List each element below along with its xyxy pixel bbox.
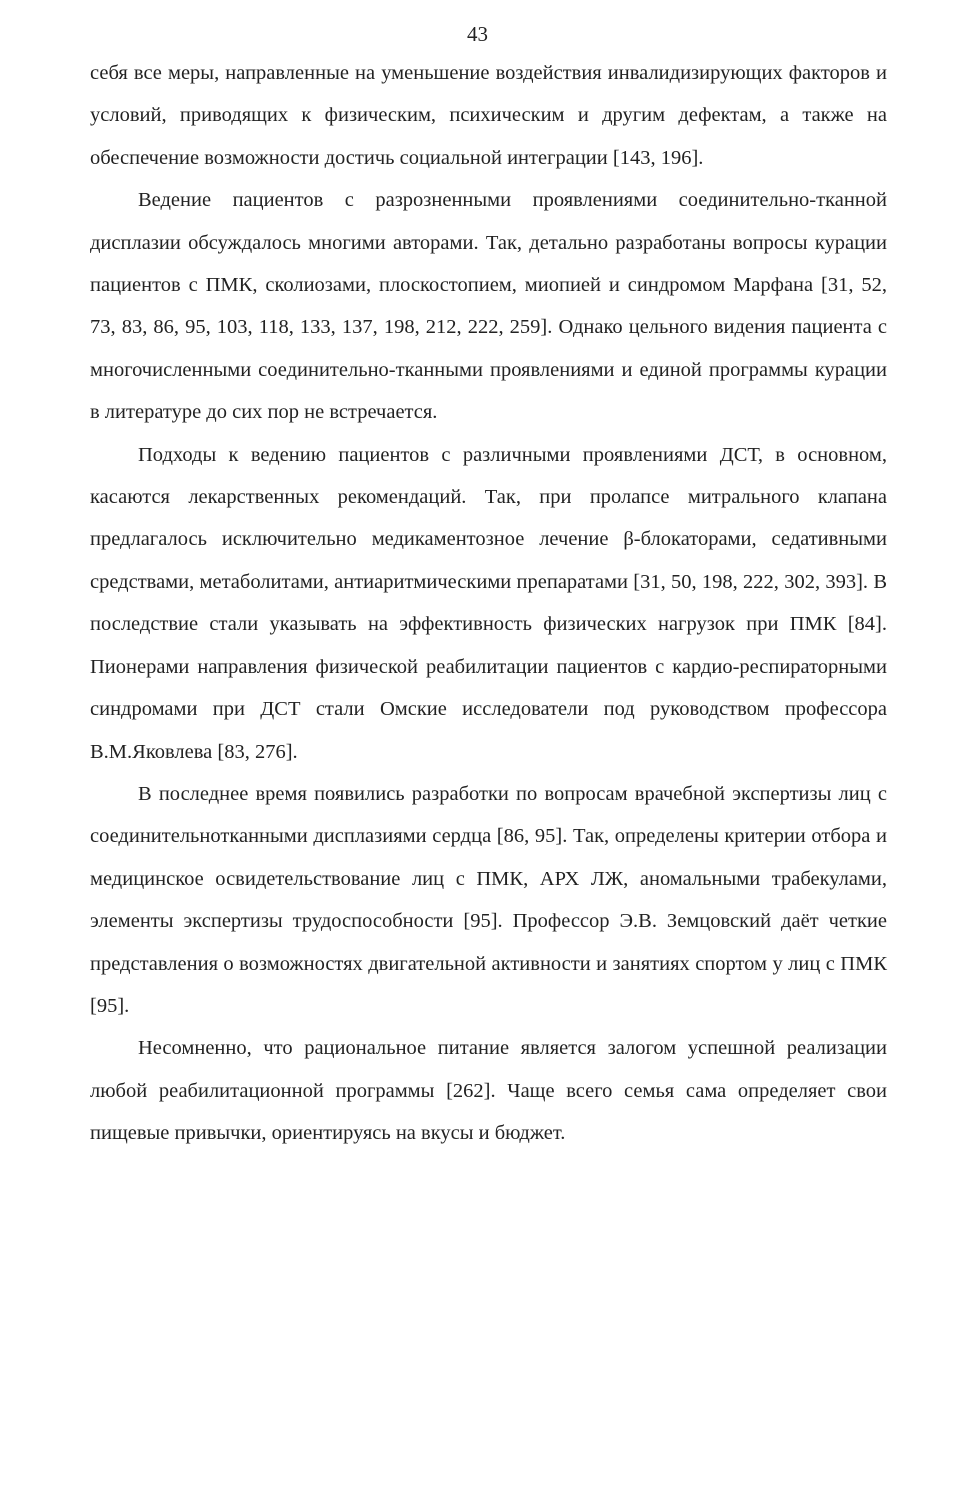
page-number: 43 — [467, 22, 488, 46]
body-text — [90, 52, 887, 1155]
paragraph-1: себя все меры, направленные на уменьшение воздействия инвалидизирующих факторов и условий, приводящих к физическим, психическим и другим дефектам, а также на обеспечение возможности достичь социальной интеграции [143, 196]. — [90, 62, 887, 169]
paragraph-3: Подходы к ведению пациентов с различными проявлениями ДСТ, в основном, касаются лекарственных рекомендаций. Так, при пролапсе митрального клапана предлагалось исключительно медикаментозное лечение β-блокаторами, седативными средствами, метаболитами, антиаритмическими препаратами [31, 50, 198, 222, 302, 393]. В последствие стали указывать на эффективность физических нагрузок при ПМК [84]. Пионерами направления физической реабилитации пациентов с кардио-респираторными синдромами при ДСТ стали Омские исследователи под руководством профессора В.М.Яковлева [83, 276]. — [90, 443, 887, 763]
paragraph-2: Ведение пациентов с разрозненными проявлениями соединительно-тканной дисплазии обсуждалось многими авторами. Так, детально разработаны вопросы курации пациентов с ПМК, сколиозами, плоскостопием, миопией и синдромом Марфана [31, 52, 73, 83, 86, 95, 103, 118, 133, 137, 198, 212, 222, 259]. Однако цельного видения пациента с многочисленными соединительно-тканными проявлениями и единой программы курации в литературе до сих пор не встречается. — [90, 189, 887, 424]
paragraph-4: В последнее время появились разработки по вопросам врачебной экспертизы лиц с соединительнотканными дисплазиями сердца [86, 95]. Так, определены критерии отбора и медицинское освидетельствование лиц с ПМК, АРХ ЛЖ, аномальными трабекулами, элементы экспертизы трудоспособности [95]. Профессор Э.В. Земцовский даёт четкие представления о возможностях двигательной активности и занятиях спортом у лиц с ПМК [95]. — [90, 782, 887, 1017]
paragraph-5: Несомненно, что рациональное питание является залогом успешной реализации любой реабилитационной программы [262]. Чаще всего семья сама определяет свои пищевые привычки, ориентируясь на вкусы и бюджет. — [90, 1037, 887, 1145]
